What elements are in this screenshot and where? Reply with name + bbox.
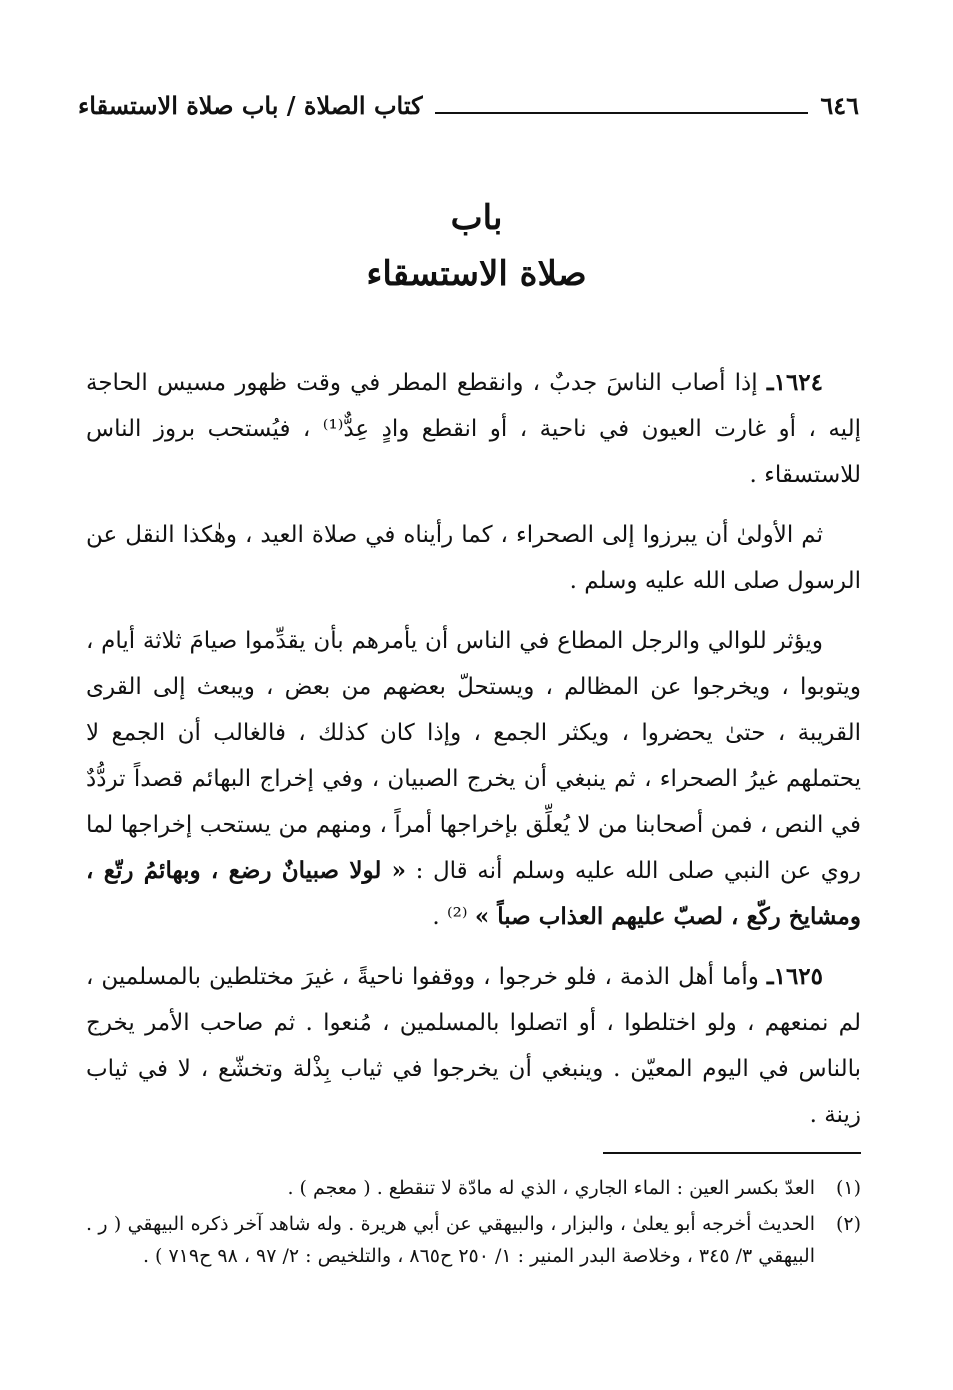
paragraph-text: ويؤثر للوالي والرجل المطاع في الناس أن يأمرهم بأن يقدِّموا صيامَ ثلاثة أيام ، ويتوبوا ، ويخرجوا عن المظالم ، ويستحلّ بعضهم من بعض ، ويبعث إلى القرى القريبة ، حتىٰ يحضروا ، ويكثر الجمع ، وإذا كان كذلك ، فالغالب أن الجمع لا يحتملهم غيرُ الصحراء ، ثم ينبغي أن يخرج الصبيان ، وفي إخراج البهائم قصداً تردُّدٌ في النص ، فمن أصحابنا من لا يُعلِّق بإخراجها أمراً ، ومنهم من يستحب إخراجها لما روي عن النبي صلى الله عليه وسلم أنه قال :	[86, 628, 861, 884]
paragraph-1624	[86, 360, 861, 498]
paragraph-3	[86, 618, 861, 940]
chapter-heading-line1: باب	[450, 198, 503, 238]
hadith-quote: « لولا صبيانٌ رضع ، وبهائمُ رتّع ، ومشايخ ركّع ، لصبّ عليهم العذاب صباً »	[86, 857, 861, 930]
issue-number: ١٦٢٥ـ	[766, 963, 824, 990]
footnote-separator	[603, 1152, 861, 1154]
running-title: كتاب الصلاة / باب صلاة الاستسقاء	[78, 91, 423, 120]
header-rule	[435, 112, 809, 114]
chapter-heading	[0, 190, 953, 302]
footnote-mark: (١)	[835, 1177, 861, 1199]
footnote-2	[86, 1208, 861, 1272]
chapter-heading-line2: صلاة الاستسقاء	[366, 254, 587, 294]
footnote-text: الحديث أخرجه أبو يعلىٰ ، والبزار ، والبيهقي عن أبي هريرة . وله شاهد آخر ذكره البيهقي ( ر . البيهقي ٣/ ٣٤٥ ، وخلاصة البدر المنير : ١/ ٢٥٠ ح٨٦٥ ، والتلخيص : ٢/ ٩٧ ، ٩٨ ح٧١٩ ) .	[86, 1213, 815, 1267]
page-number: ٦٤٦	[820, 91, 859, 120]
footnotes	[86, 1172, 861, 1276]
body-text	[86, 360, 861, 1152]
paragraph-text: وأما أهل الذمة ، فلو خرجوا ، ووقفوا ناحيةً ، غيرَ مختلطين بالمسلمين ، لم نمنعهم ، ولو اختلطوا ، أو اتصلوا بالمسلمين ، مُنعوا . ثم صاحب الأمر يخرج بالناس في اليوم المعيّن . وينبغي أن يخرجوا في ثياب بِذْلة وتخشّع ، لا في ثياب زينة .	[86, 964, 861, 1128]
running-header	[78, 84, 859, 120]
paragraph-text: ثم الأولىٰ أن يبرزوا إلى الصحراء ، كما رأيناه في صلاة العيد ، وهٰكذا النقل عن الرسول صلى الله عليه وسلم .	[86, 522, 861, 594]
footnote-1	[86, 1172, 861, 1204]
issue-number: ١٦٢٤ـ	[766, 369, 824, 396]
paragraph-text: إذا أصاب الناسَ جدبٌ ، وانقطع المطر في وقت ظهور مسيس الحاجة إليه ، أو غارت العيون في ناحية ، أو انقطع وادٍ عِدٌّ⁽¹⁾ ، فيُستحب بروز الناس للاستسقاء .	[86, 370, 861, 488]
footnote-mark: (٢)	[835, 1213, 861, 1235]
footnote-reference: ⁽²⁾ .	[432, 904, 468, 930]
footnote-text: العدّ بكسر العين : الماء الجاري ، الذي له مادّة لا تنقطع . ( معجم ) .	[287, 1177, 815, 1199]
paragraph-2	[86, 512, 861, 604]
paragraph-1625	[86, 954, 861, 1138]
